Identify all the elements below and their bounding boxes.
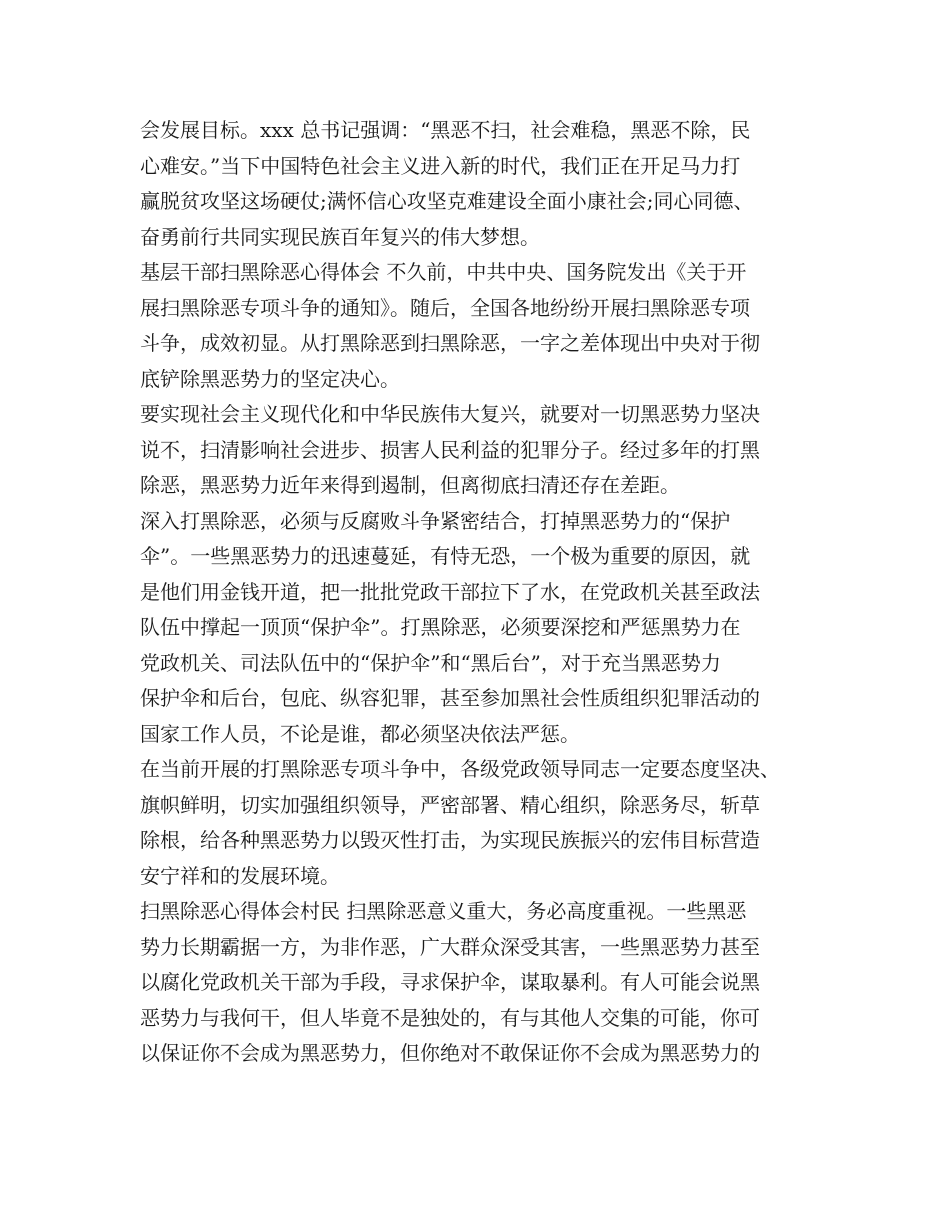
text-line: 势力长期霸据一方，为非作恶，广大群众深受其害，一些黑恶势力甚至 [140, 934, 760, 959]
text-line: 赢脱贫攻坚这场硬仗;满怀信心攻坚克难建设全面小康社会;同心同德、 [140, 189, 754, 213]
text-line: 除根，给各种黑恶势力以毁灭性打击，为实现民族振兴的宏伟目标营造 [140, 828, 760, 852]
text-line: 旗帜鲜明，切实加强组织领导，严密部署、精心组织，除恶务尽，斩草 [140, 792, 760, 817]
document-body [140, 113, 820, 1072]
text-line: 展扫黑除恶专项斗争的通知》。随后，全国各地纷纷开展扫黑除恶专项 [140, 295, 750, 320]
text-line: 基层干部扫黑除恶心得体会 不久前，中共中央、国务院发出《关于开 [140, 260, 747, 284]
text-line: 保护伞和后台，包庇、纵容犯罪，甚至参加黑社会性质组织犯罪活动的 [140, 686, 760, 710]
text-line: 说不，扫清影响社会进步、损害人民利益的犯罪分子。经过多年的打黑 [140, 437, 760, 462]
text-line: 以保证你不会成为黑恶势力，但你绝对不敢保证你不会成为黑恶势力的 [140, 1041, 760, 1065]
text-line: 是他们用金钱开道，把一批批党政干部拉下了水，在党政机关甚至政法 [140, 579, 760, 604]
text-line: 恶势力与我何干，但人毕竟不是独处的，有与其他人交集的可能，你可 [140, 1005, 760, 1030]
text-line: 除恶，黑恶势力近年来得到遏制，但离彻底扫清还存在差距。 [140, 473, 680, 497]
text-line: 扫黑除恶心得体会村民 扫黑除恶意义重大，务必高度重视。一些黑恶 [140, 899, 747, 923]
text-line: 斗争，成效初显。从打黑除恶到扫黑除恶，一字之差体现出中央对于彻 [140, 331, 760, 355]
text-line: 党政机关、司法队伍中的“保护伞”和“黑后台”，对于充当黑恶势力 [140, 650, 721, 675]
text-line: 在当前开展的打黑除恶专项斗争中，各级党政领导同志一定要态度坚决、 [140, 757, 780, 781]
text-line: 心难安。”当下中国特色社会主义进入新的时代，我们正在开足马力打 [140, 153, 741, 178]
text-line: 底铲除黑恶势力的坚定决心。 [140, 366, 400, 391]
text-line: 奋勇前行共同实现民族百年复兴的伟大梦想。 [140, 224, 540, 249]
text-line: 伞”。一些黑恶势力的迅速蔓延，有恃无恐，一个极为重要的原因，就 [140, 544, 751, 568]
text-line: 队伍中撑起一顶顶“保护伞”。打黑除恶，必须要深挖和严惩黑势力在 [140, 615, 741, 639]
text-line: 安宁祥和的发展环境。 [140, 863, 340, 888]
text-line: 会发展目标。xxx 总书记强调：“黑恶不扫，社会难稳，黑恶不除，民 [140, 118, 751, 142]
text-line: 以腐化党政机关干部为手段，寻求保护伞，谋取暴利。有人可能会说黑 [140, 970, 760, 994]
text-line: 深入打黑除恶，必须与反腐败斗争紧密结合，打掉黑恶势力的“保护 [140, 508, 731, 533]
text-line: 要实现社会主义现代化和中华民族伟大复兴，就要对一切黑恶势力坚决 [140, 402, 760, 426]
text-line: 国家工作人员，不论是谁，都必须坚决依法严惩。 [140, 721, 580, 746]
